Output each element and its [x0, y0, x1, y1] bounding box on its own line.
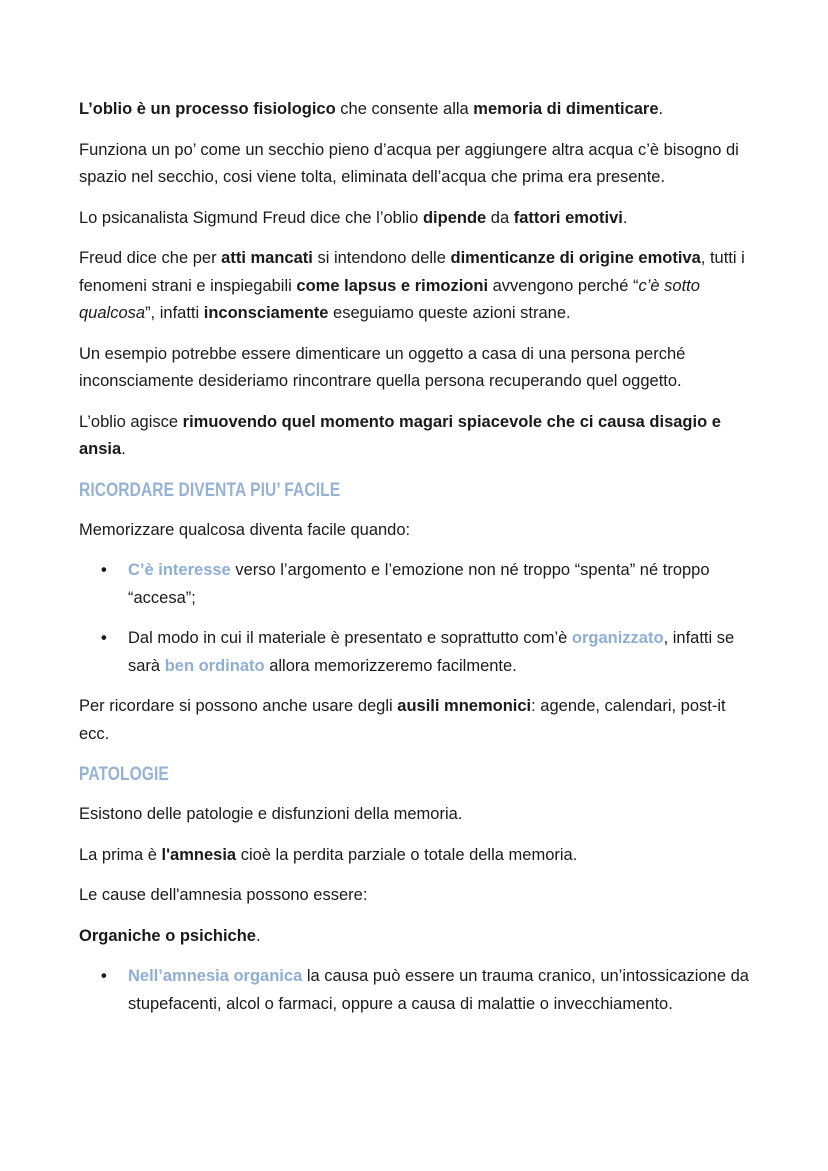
bullet-list-memorizzare — [79, 557, 751, 680]
paragraph-organiche: Organiche o psichiche. — [79, 926, 261, 945]
list-item: • Nell’amnesia organica la causa può essere un trauma cranico, un’intossicazione da stupefacenti, alcol o farmaci, oppure a causa di malattie o invecchiamento. — [79, 963, 751, 1018]
paragraph-amnesia: La prima è l'amnesia cioè la perdita parziale o totale della memoria. — [79, 845, 578, 864]
bullet-icon: • — [101, 561, 107, 579]
paragraph-ausili: Per ricordare si possono anche usare degli ausili mnemonici: agende, calendari, post-it ecc. — [79, 697, 726, 743]
paragraph-patologie: Esistono delle patologie e disfunzioni della memoria. — [79, 805, 463, 823]
section-heading-patologie: PATOLOGIE — [79, 764, 169, 785]
bullet-icon: • — [101, 629, 107, 647]
paragraph-cause: Le cause dell'amnesia possono essere: — [79, 886, 368, 904]
document-body — [79, 96, 751, 1031]
list-item: • Dal modo in cui il materiale è presentato e soprattutto com’è organizzato, infatti se sarà ben ordinato allora memorizzeremo facilmente. — [79, 625, 751, 680]
paragraph-atti-mancati: Freud dice che per atti mancati si intendono delle dimenticanze di origine emotiva, tutti i fenomeni strani e inspiegabili come lapsus e rimozioni avvengono perché “c’è sotto qualcosa”, infatti inconsciamente eseguiamo queste azioni strane. — [79, 249, 745, 322]
section-heading-ricordare: RICORDARE DIVENTA PIU’ FACILE — [79, 479, 341, 501]
bullet-icon: • — [101, 967, 107, 985]
paragraph-secchio: Funziona un po’ come un secchio pieno d’acqua per aggiungere altra acqua c’è bisogno di spazio nel secchio, cosi viene tolta, eliminata dell’acqua che prima era presente. — [79, 140, 739, 186]
list-item: • C’è interesse verso l’argomento e l’emozione non né troppo “spenta” né troppo “accesa”; — [79, 557, 751, 612]
paragraph-esempio: Un esempio potrebbe essere dimenticare un oggetto a casa di una persona perché inconsciamente desideriamo rincontrare quella persona recuperando quel oggetto. — [79, 344, 686, 390]
paragraph-oblio-agisce: L’oblio agisce rimuovendo quel momento magari spiacevole che ci causa disagio e ansia. — [79, 412, 721, 458]
paragraph-memorizzare: Memorizzare qualcosa diventa facile quando: — [79, 520, 411, 539]
paragraph-oblio-definition: L’oblio è un processo fisiologico che consente alla memoria di dimenticare. — [79, 100, 664, 118]
bullet-list-amnesia — [79, 963, 751, 1018]
paragraph-freud-intro: Lo psicanalista Sigmund Freud dice che l’oblio dipende da fattori emotivi. — [79, 208, 628, 227]
